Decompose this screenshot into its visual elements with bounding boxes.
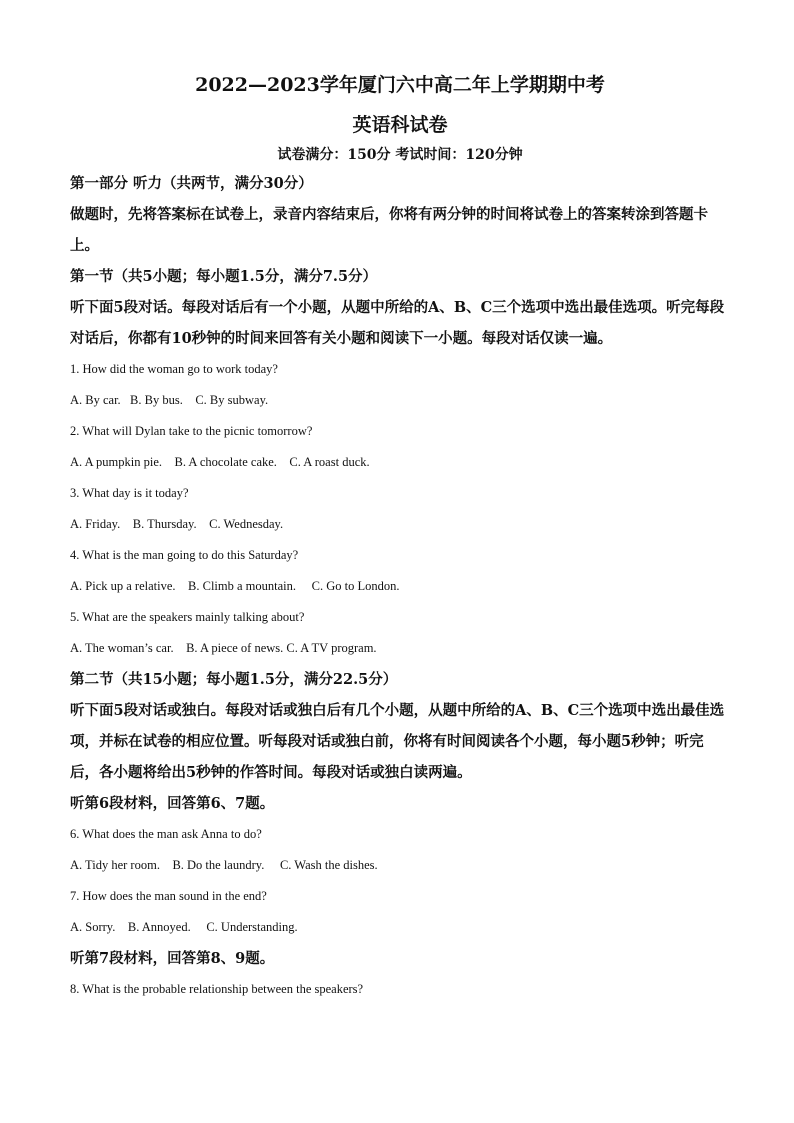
exam-meta: 试卷满分：150分 考试时间：120分钟 (277, 147, 523, 163)
options-1: A. By car. B. By bus. C. By subway. (70, 393, 269, 407)
options-7: A. Sorry. B. Annoyed. C. Understanding. (70, 920, 298, 934)
part1-instruction: 做题时，先将答案标在试卷上，录音内容结束后，你将有两分钟的时间将试卷上的答案转涂到答题卡上。 (70, 206, 708, 254)
section2-instruction: 听下面5段对话或独白。每段对话或独白后有几个小题，从题中所给的A、B、C三个选项中选出最佳选项，并标在试卷的相应位置。听每段对话或独白前，你将有时间阅读各个小题，每小题5秒钟；听完后，各小题将给出5秒钟的作答时间。每段对话或独白读两遍。 (70, 702, 725, 781)
section2-heading: 第二节（共15小题；每小题1.5分，满分22.5分） (70, 671, 398, 688)
section1-questions (70, 354, 730, 664)
question-6: 6. What does the man ask Anna to do? (70, 827, 262, 841)
question-5: 5. What are the speakers mainly talking about? (70, 610, 305, 624)
material7-heading: 听第7段材料，回答第8、9题。 (70, 950, 275, 967)
question-2: 2. What will Dylan take to the picnic tomorrow? (70, 424, 313, 438)
exam-title: 2022—2023学年厦门六中高二年上学期期中考 (195, 74, 605, 96)
material6-heading: 听第6段材料，回答第6、7题。 (70, 795, 275, 812)
options-3: A. Friday. B. Thursday. C. Wednesday. (70, 517, 284, 531)
exam-subtitle: 英语科试卷 (352, 114, 448, 136)
section1-instruction: 听下面5段对话。每段对话后有一个小题，从题中所给的A、B、C三个选项中选出最佳选项。听完每段对话后，你都有10秒钟的时间来回答有关小题和阅读下一小题。每段对话仅读一遍。 (70, 299, 725, 347)
options-5: A. The woman’s car. B. A piece of news. C. A TV program. (70, 641, 377, 655)
question-3: 3. What day is it today? (70, 486, 189, 500)
question-8: 8. What is the probable relationship between the speakers? (70, 982, 364, 996)
part1-heading: 第一部分 听力（共两节，满分30分） (70, 175, 313, 192)
question-1: 1. How did the woman go to work today? (70, 362, 278, 376)
question-7: 7. How does the man sound in the end? (70, 889, 267, 903)
question-4: 4. What is the man going to do this Saturday? (70, 548, 299, 562)
options-2: A. A pumpkin pie. B. A chocolate cake. C. A roast duck. (70, 455, 370, 469)
exam-page (70, 70, 730, 1005)
options-6: A. Tidy her room. B. Do the laundry. C. Wash the dishes. (70, 858, 378, 872)
section1-heading: 第一节（共5小题；每小题1.5分，满分7.5分） (70, 268, 378, 285)
options-4: A. Pick up a relative. B. Climb a mountain. C. Go to London. (70, 579, 400, 593)
